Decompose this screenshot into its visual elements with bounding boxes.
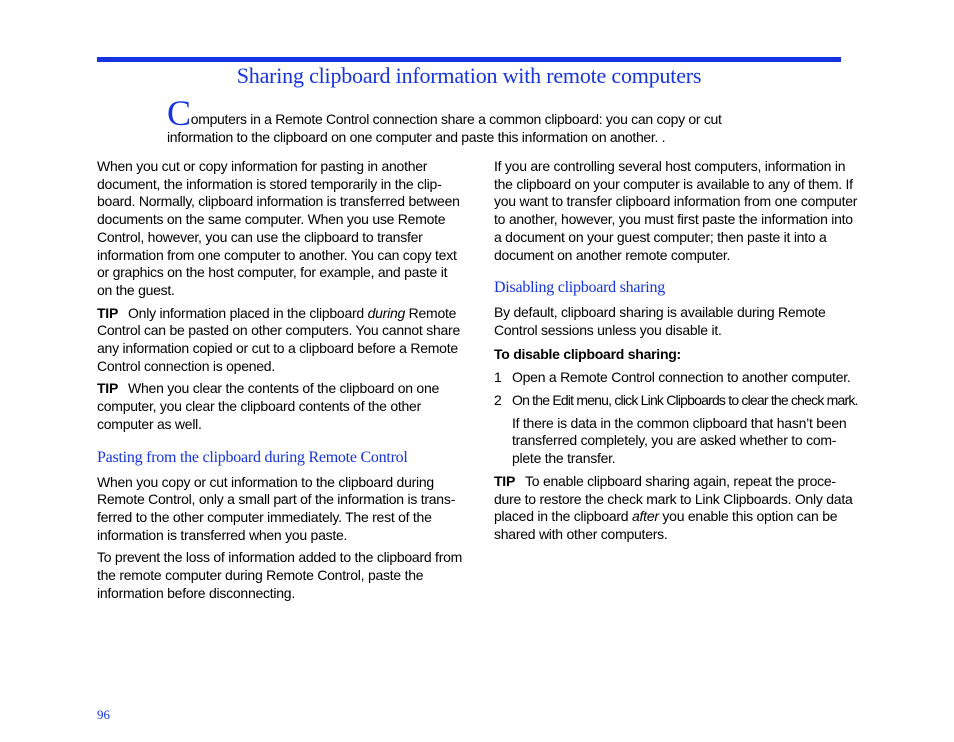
step-text: Open a Remote Control connection to another computer.	[512, 369, 851, 386]
left-column	[97, 158, 463, 607]
step-number: 1	[494, 369, 502, 386]
tip-text: When you clear the contents of the clipboard on one computer, you clear the clipboard contents of the other computer as well.	[97, 380, 440, 432]
procedure-step	[494, 392, 858, 410]
tip-label: TIP	[97, 380, 119, 397]
tip-note	[494, 473, 858, 544]
drop-cap: C	[167, 93, 191, 133]
page-title: Sharing clipboard information with remote computers	[236, 63, 702, 88]
step-text: On the Edit menu, click Link Clipboards to clear the check mark.	[512, 392, 858, 409]
tip-note	[97, 305, 463, 376]
body-paragraph: To prevent the loss of information added to the clipboard from the remote computer during Remote Control, paste the information before disconnecting.	[97, 549, 463, 601]
procedure-heading: To disable clipboard sharing:	[494, 345, 681, 362]
intro-text: omputers in a Remote Control connection share a common clipboard: you can copy or cut information to the clipboard on one computer and paste this information on another. .	[167, 111, 722, 145]
tip-text: To enable clipboard sharing again, repeat the procedure to restore the check mark to Link Clipboards. Only data placed in the clipboard	[494, 472, 853, 525]
tip-label: TIP	[97, 304, 119, 321]
section-heading: Pasting from the clipboard during Remote Control	[97, 448, 408, 466]
tip-text: you enable this option can be shared with other computers.	[494, 508, 838, 542]
tip-text: Only information placed in the clipboard	[128, 304, 368, 321]
step-number: 2	[494, 392, 502, 409]
tip-label: TIP	[494, 472, 516, 489]
section-heading: Disabling clipboard sharing	[494, 279, 665, 297]
body-paragraph: When you copy or cut information to the clipboard during Remote Control, only a small part of the information is transferred to the other computer immediately. The rest of the information is transferred when you paste.	[97, 473, 456, 543]
tip-emphasis: after	[632, 508, 659, 525]
right-column	[494, 158, 858, 549]
tip-note	[97, 380, 463, 433]
step-note: If there is data in the common clipboard that hasn’t been transferred completely, you are asked whether to complete the transfer.	[512, 414, 847, 467]
page-number: 96	[97, 707, 110, 722]
body-paragraph: If you are controlling several host computers, information in the clipboard on your computer is available to any of them. If you want to transfer clipboard information from one computer to another, however, you must first paste the information into a document on your guest computer; then paste it into a document on another remote computer.	[494, 158, 858, 263]
body-paragraph: By default, clipboard sharing is available during Remote Control sessions unless you disable it.	[494, 304, 826, 338]
procedure-step	[494, 369, 858, 387]
intro-paragraph	[167, 93, 767, 146]
body-paragraph: When you cut or copy information for pasting in another document, the information is stored temporarily in the clipboard. Normally, clipboard information is transferred between documents on the same computer. When you use Remote Control, however, you can use the clipboard to transfer information from one computer to another. You can copy text or graphics on the host computer, for example, and paste it on the guest.	[97, 158, 460, 298]
tip-text: Remote Control can be pasted on other computers. You cannot share any information copied or cut to a clipboard before a Remote Control connection is opened.	[97, 304, 460, 374]
tip-emphasis: during	[367, 304, 406, 321]
